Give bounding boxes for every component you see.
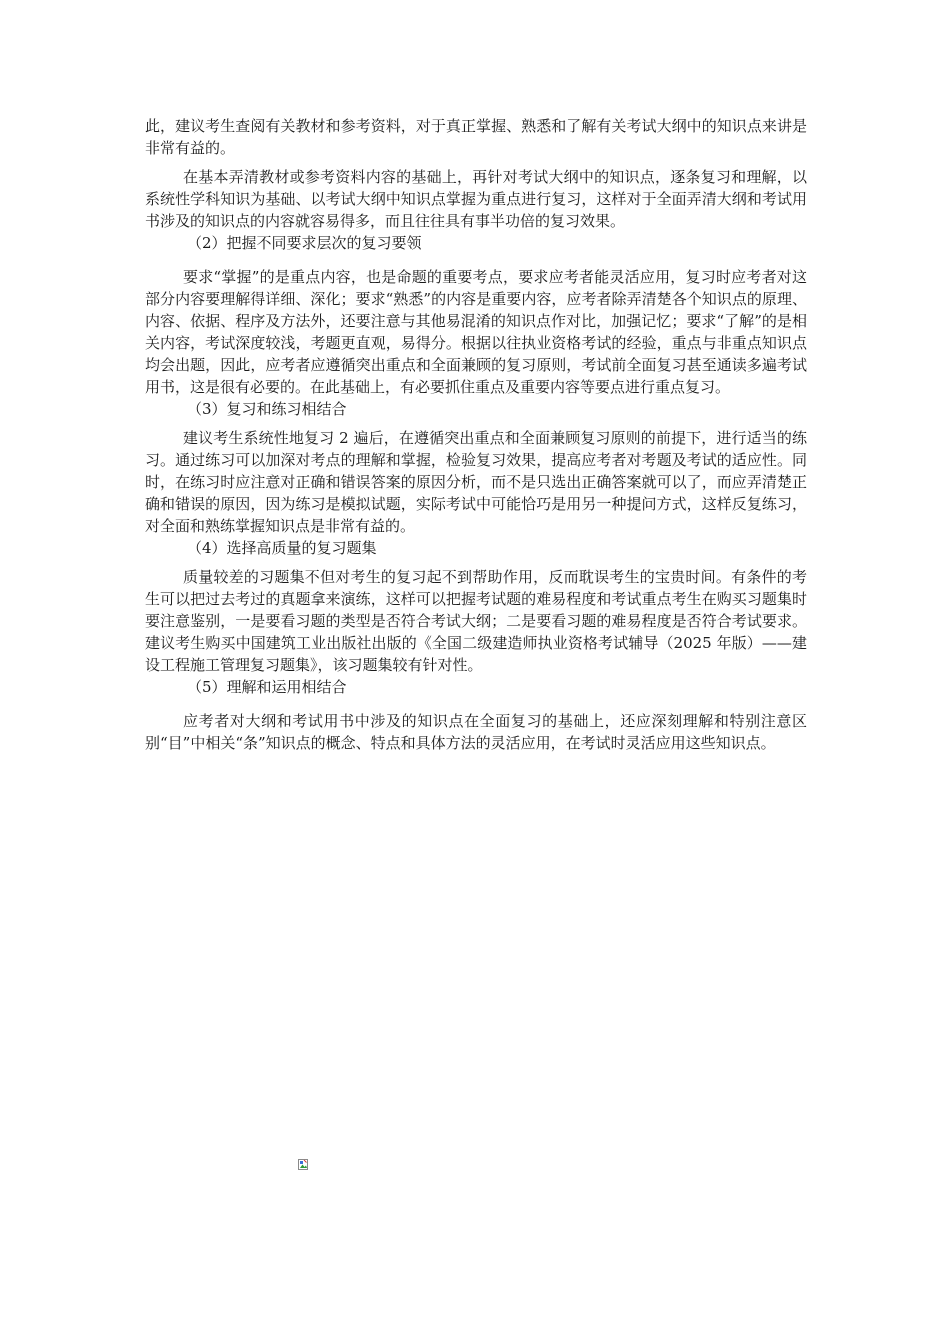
section-heading-4: （4）选择高质量的复习题集: [187, 539, 377, 557]
broken-image-icon: [298, 1156, 309, 1168]
section-heading-2: （2）把握不同要求层次的复习要领: [187, 234, 422, 252]
paragraph-question-bank: 质量较差的习题集不但对考生的复习起不到帮助作用，反而耽误考生的宝贵时间。有条件的考生可以把过去考过的真题拿来演练，这样可以把握考试题的难易程度和考试重点考生在购买习题集时要注意鉴别，一是要看习题的类型是否符合考试大纲；二是要看习题的难易程度是否符合考试要求。建议考生购买中国建筑工业出版社出版的《全国二级建造师执业资格考试辅导（2025 年版）——建设工程施工管理复习题集》，该习题集较有针对性。: [145, 568, 807, 674]
document-body: [145, 115, 807, 754]
section-heading-3: （3）复习和练习相结合: [187, 400, 347, 418]
paragraph-requirement-levels: 要求“掌握”的是重点内容，也是命题的重要考点，要求应考者能灵活应用，复习时应考者对这部分内容要理解得详细、深化；要求“熟悉”的内容是重要内容，应考者除弄清楚各个知识点的原理、内容、依据、程序及方法外，还要注意与其他易混淆的知识点作对比，加强记忆；要求“了解”的是相关内容，考试深度较浅，考题更直观，易得分。根据以往执业资格考试的经验，重点与非重点知识点均会出题，因此，应考者应遵循突出重点和全面兼顾的复习原则，考试前全面复习甚至通读多遍考试用书，这是很有必要的。在此基础上，有必要抓住重点及重要内容等要点进行重点复习。: [145, 268, 807, 396]
paragraph-study-method: 在基本弄清教材或参考资料内容的基础上，再针对考试大纲中的知识点，逐条复习和理解，以系统性学科知识为基础、以考试大纲中知识点掌握为重点进行复习，这样对于全面弄清大纲和考试用书涉及的知识点的内容就容易得多，而且往往具有事半功倍的复习效果。: [145, 168, 807, 230]
paragraph-review-practice: 建议考生系统性地复习 2 遍后，在遵循突出重点和全面兼顾复习原则的前提下，进行适当的练习。通过练习可以加深对考点的理解和掌握，检验复习效果，提高应考者对考题及考试的适应性。同时，在练习时应注意对正确和错误答案的原因分析，而不是只选出正确答案就可以了，而应弄清楚正确和错误的原因，因为练习是模拟试题，实际考试中可能恰巧是用另一种提问方式，这样反复练习，对全面和熟练掌握知识点是非常有益的。: [145, 429, 807, 535]
paragraph-continuation: 此，建议考生查阅有关教材和参考资料，对于真正掌握、熟悉和了解有关考试大纲中的知识点来讲是非常有益的。: [145, 117, 807, 157]
paragraph-understand-apply: 应考者对大纲和考试用书中涉及的知识点在全面复习的基础上，还应深刻理解和特别注意区别“目”中相关“条”知识点的概念、特点和具体方法的灵活应用，在考试时灵活应用这些知识点。: [145, 712, 807, 752]
section-heading-5: （5）理解和运用相结合: [187, 678, 347, 696]
